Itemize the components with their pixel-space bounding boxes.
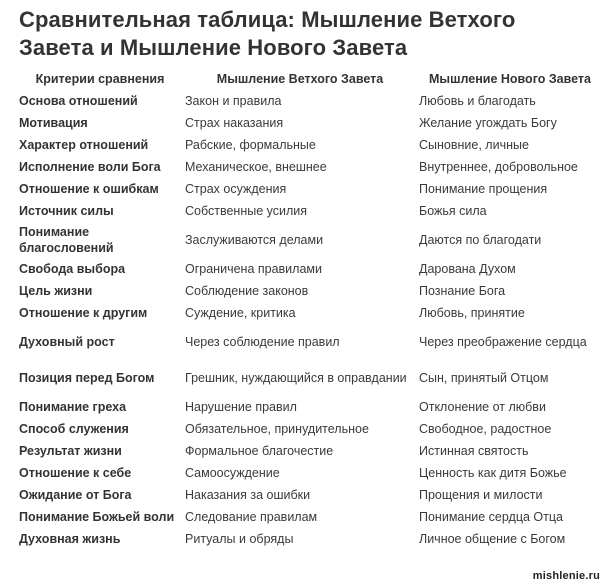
cell-old-testament: Рабские, формальные — [185, 138, 316, 152]
cell-new-testament: Любовь и благодать — [419, 94, 536, 108]
cell-criterion: Исполнение воли Бога — [19, 160, 161, 174]
cell-new-testament: Даются по благодати — [419, 233, 542, 247]
cell-new-testament: Понимание сердца Отца — [419, 510, 563, 524]
cell-old-testament: Суждение, критика — [185, 306, 296, 320]
cell-old-testament: Заслуживаются делами — [185, 233, 324, 247]
cell-criterion: Отношение к другим — [19, 306, 148, 320]
table-row — [17, 462, 603, 484]
cell-new-testament: Желание угождать Богу — [419, 116, 557, 130]
table-row — [17, 440, 603, 462]
page-title: Сравнительная таблица: Мышление Ветхого Завета и Мышление Нового Завета — [19, 7, 516, 60]
cell-criterion: Цель жизни — [19, 284, 93, 298]
cell-old-testament: Формальное благочестие — [185, 444, 334, 458]
table-row — [17, 90, 603, 112]
cell-new-testament: Свободное, радостное — [419, 422, 552, 436]
column-header-criteria: Критерии сравнения — [35, 72, 165, 86]
cell-new-testament: Любовь, принятие — [419, 306, 525, 320]
table-row — [17, 418, 603, 440]
cell-old-testament: Закон и правила — [185, 94, 282, 108]
cell-old-testament: Нарушение правил — [185, 400, 297, 414]
cell-old-testament: Собственные усилия — [185, 204, 308, 218]
cell-old-testament: Через соблюдение правил — [185, 335, 340, 349]
cell-old-testament: Самоосуждение — [185, 466, 280, 480]
cell-new-testament: Истинная святость — [419, 444, 529, 458]
cell-new-testament: Понимание прощения — [419, 182, 548, 196]
table-row — [17, 280, 603, 302]
cell-criterion: Источник силы — [19, 204, 114, 218]
table-row — [17, 506, 603, 528]
cell-criterion: Способ служения — [19, 422, 129, 436]
cell-new-testament: Божья сила — [419, 204, 487, 218]
cell-new-testament: Через преображение сердца — [419, 335, 587, 349]
cell-criterion: Отношение к ошибкам — [19, 182, 159, 196]
cell-old-testament: Соблюдение законов — [185, 284, 309, 298]
cell-new-testament: Ценность как дитя Божье — [419, 466, 567, 480]
cell-new-testament: Отклонение от любви — [419, 400, 546, 414]
cell-new-testament: Дарована Духом — [419, 262, 516, 276]
cell-new-testament: Сын, принятый Отцом — [419, 371, 549, 385]
table-row — [17, 156, 603, 178]
cell-criterion: Мотивация — [19, 116, 88, 130]
cell-criterion: Характер отношений — [19, 138, 149, 152]
cell-criterion: Понимание благословений — [19, 225, 114, 255]
table-row — [17, 178, 603, 200]
table-row — [17, 528, 603, 550]
cell-old-testament: Обязательное, принудительное — [185, 422, 369, 436]
cell-criterion: Отношение к себе — [19, 466, 132, 480]
cell-criterion: Свобода выбора — [19, 262, 126, 276]
cell-old-testament: Наказания за ошибки — [185, 488, 311, 502]
cell-new-testament: Личное общение с Богом — [419, 532, 566, 546]
table-header-row — [17, 68, 603, 90]
cell-criterion: Духовная жизнь — [19, 532, 121, 546]
cell-new-testament: Прощения и милости — [419, 488, 543, 502]
cell-old-testament: Следование правилам — [185, 510, 318, 524]
cell-old-testament: Ограничена правилами — [185, 262, 322, 276]
cell-criterion: Понимание Божьей воли — [19, 510, 175, 524]
cell-old-testament: Грешник, нуждающийся в оправдании — [185, 371, 407, 385]
cell-old-testament: Страх наказания — [185, 116, 284, 130]
cell-criterion: Духовный рост — [19, 335, 115, 349]
table-body — [17, 90, 603, 550]
cell-criterion: Основа отношений — [19, 94, 138, 108]
table-row — [17, 484, 603, 506]
table-row — [17, 112, 603, 134]
table-row — [17, 134, 603, 156]
cell-criterion: Ожидание от Бога — [19, 488, 132, 502]
cell-criterion: Понимание греха — [19, 400, 127, 414]
table-row — [17, 222, 603, 258]
cell-old-testament: Механическое, внешнее — [185, 160, 327, 174]
column-header-old-testament: Мышление Ветхого Завета — [216, 72, 384, 86]
cell-old-testament: Ритуалы и обряды — [185, 532, 294, 546]
column-header-new-testament: Мышление Нового Завета — [428, 72, 592, 86]
site-watermark: mishlenie.ru — [532, 570, 600, 582]
cell-criterion: Результат жизни — [19, 444, 122, 458]
table-row — [17, 396, 603, 418]
cell-new-testament: Сыновние, личные — [419, 138, 529, 152]
table-row — [17, 360, 603, 396]
table-row — [17, 258, 603, 280]
table-row — [17, 324, 603, 360]
cell-new-testament: Познание Бога — [419, 284, 506, 298]
comparison-table — [17, 68, 603, 550]
cell-new-testament: Внутреннее, добровольное — [419, 160, 578, 174]
table-row — [17, 302, 603, 324]
cell-criterion: Позиция перед Богом — [19, 371, 155, 385]
cell-old-testament: Страх осуждения — [185, 182, 287, 196]
table-row — [17, 200, 603, 222]
